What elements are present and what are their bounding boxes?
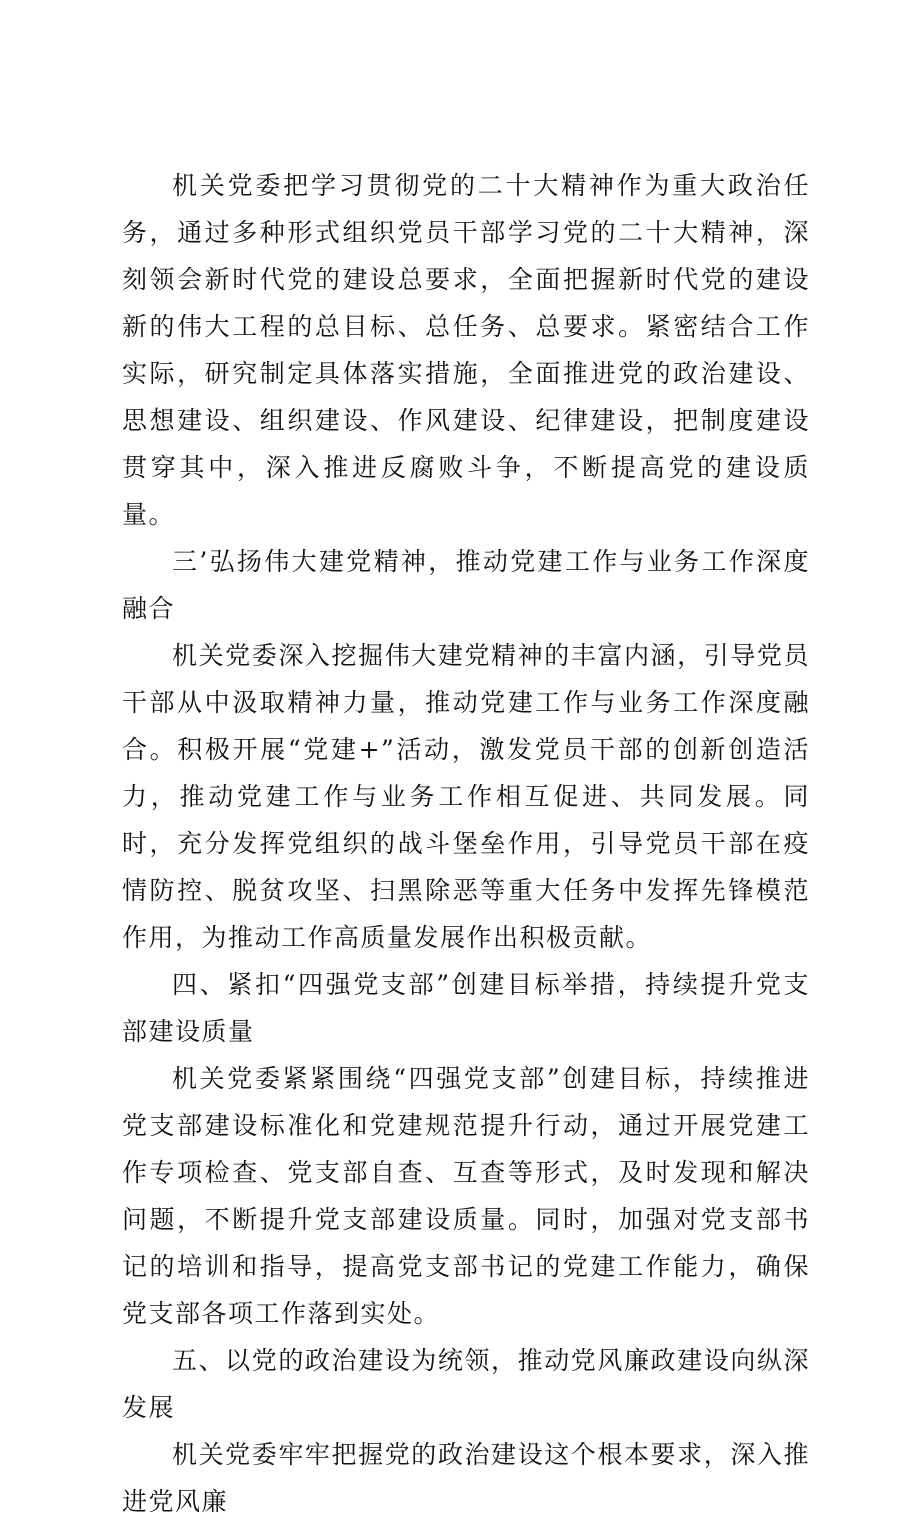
section-heading-five: 五、以党的政治建设为统领，推动党风廉政建设向纵深发展 (122, 1346, 810, 1422)
section-heading-three: 三’弘扬伟大建党精神，推动党建工作与业务工作深度融合 (122, 547, 810, 623)
paragraph-party-congress-study: 机关党委把学习贯彻党的二十大精神作为重大政治任务，通过多种形式组织党员干部学习党的二十大精神，深刻领会新时代党的建设总要求，全面把握新时代党的建设新的伟大工程的总目标、总任务、总要求。紧密结合工作实际，研究制定具体落实措施，全面推进党的政治建设、思想建设、组织建设、作风建设、纪律建设，把制度建设贯穿其中，深入推进反腐败斗争，不断提高党的建设质量。 (122, 171, 810, 529)
section-heading-four: 四、紧扣“四强党支部”创建目标举措，持续提升党支部建设质量 (122, 970, 810, 1046)
document-page (122, 162, 810, 1525)
paragraph-clean-governance: 机关党委牢牢把握党的政治建设这个根本要求，深入推进党风廉 (122, 1440, 810, 1516)
paragraph-branch-quality: 机关党委紧紧围绕“四强党支部”创建目标，持续推进党支部建设标准化和党建规范提升行动，通过开展党建工作专项检查、党支部自查、互查等形式，及时发现和解决问题，不断提升党支部建设质量。同时，加强对党支部书记的培训和指导，提高党支部书记的党建工作能力，确保党支部各项工作落到实处。 (122, 1064, 810, 1328)
paragraph-party-spirit: 机关党委深入挖掘伟大建党精神的丰富内涵，引导党员干部从中汲取精神力量，推动党建工作与业务工作深度融合。积极开展“党建+”活动，激发党员干部的创新创造活力，推动党建工作与业务工作相互促进、共同发展。同时，充分发挥党组织的战斗堡垒作用，引导党员干部在疫情防控、脱贫攻坚、扫黑除恶等重大任务中发挥先锋模范作用，为推动工作高质量发展作出积极贡献。 (122, 641, 810, 952)
